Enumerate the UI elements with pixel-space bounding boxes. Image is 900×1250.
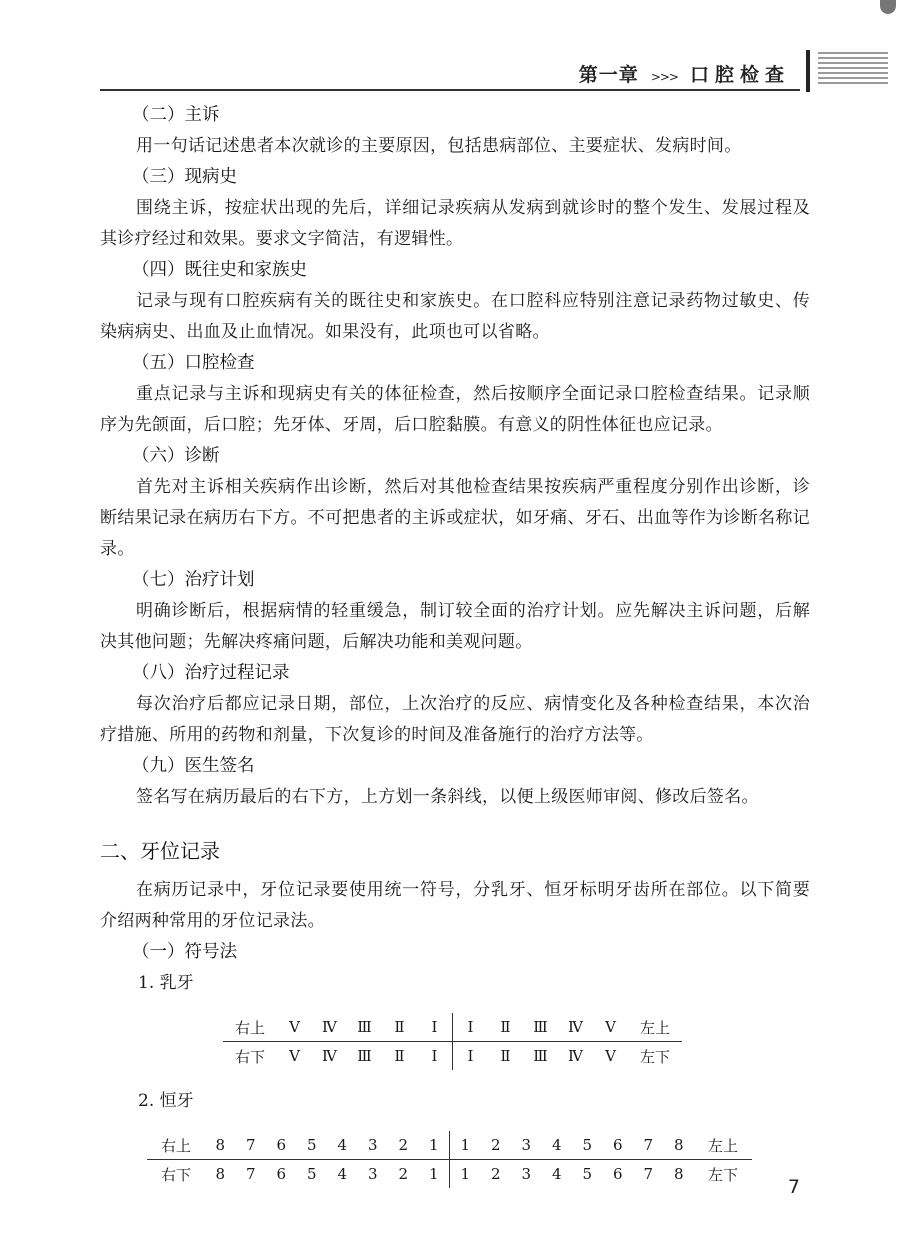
chapter-label: 第一章 [578, 64, 639, 86]
tooth-cell: Ⅰ [453, 1042, 489, 1071]
section-title: （三）现病史 [132, 167, 237, 187]
record-section [100, 751, 810, 813]
tooth-cell: Ⅰ [431, 1047, 438, 1065]
permanent-lower-right-label: 右下 [160, 1165, 191, 1184]
tooth-cell: 7 [245, 1165, 256, 1183]
tooth-cell: 3 [521, 1165, 532, 1183]
section-title: （二）主诉 [132, 105, 220, 125]
tooth-cell: 4 [337, 1165, 348, 1183]
chapter-subject: 口腔检查 [689, 64, 790, 86]
tooth-cell: 5 [297, 1131, 328, 1160]
tooth-cell: 6 [276, 1165, 287, 1183]
tooth-cell: Ⅰ [453, 1013, 489, 1042]
tooth-cell: 5 [582, 1165, 593, 1183]
permanent-upper-row [147, 1131, 752, 1160]
primary-upper-row [223, 1013, 682, 1042]
header-corner-decoration [880, 0, 896, 14]
tooth-cell: 7 [236, 1131, 267, 1160]
tooth-cell: 7 [643, 1165, 654, 1183]
tooth-cell: 2 [490, 1165, 501, 1183]
section-paragraph: 每次治疗后都应记录日期，部位，上次治疗的反应、病情变化及各种检查结果，本次治疗措施、所用的药物和剂量，下次复诊的时间及准备施行的治疗方法等。 [100, 694, 810, 745]
primary-upper-left-label: 左上 [628, 1013, 682, 1042]
permanent-teeth-label: 2. 恒牙 [138, 1091, 194, 1111]
tooth-cell: 6 [612, 1165, 623, 1183]
tooth-cell: 3 [367, 1165, 378, 1183]
primary-upper-right-label: 右上 [223, 1013, 277, 1042]
record-sections [100, 100, 810, 813]
primary-teeth-table [223, 1013, 682, 1070]
section-title: （九）医生签名 [132, 756, 255, 776]
section-paragraph: 重点记录与主诉和现病史有关的体征检查，然后按顺序全面记录口腔检查结果。记录顺序为先颌面，后口腔；先牙体、牙周，后口腔黏膜。有意义的阴性体征也应记录。 [100, 384, 810, 435]
tooth-cell: 3 [511, 1131, 542, 1160]
symbol-method-title: （一）符号法 [132, 942, 237, 962]
tooth-cell: 4 [327, 1131, 358, 1160]
section-paragraph: 签名写在病历最后的右下方，上方划一条斜线，以便上级医师审阅、修改后签名。 [136, 787, 759, 807]
record-section [100, 441, 810, 565]
tooth-cell: Ⅳ [312, 1013, 347, 1042]
section-paragraph: 明确诊断后，根据病情的轻重缓急，制订较全面的治疗计划。应先解决主诉问题，后解决其他问题；先解决疼痛问题，后解决功能和美观问题。 [100, 601, 810, 652]
tooth-cell: 4 [551, 1165, 562, 1183]
record-section [100, 658, 810, 751]
tooth-cell: 8 [205, 1131, 236, 1160]
section-heading-tooth-position: 二、牙位记录 [100, 839, 220, 863]
tooth-cell: 6 [266, 1131, 297, 1160]
record-section [100, 255, 810, 348]
page-header [100, 0, 900, 95]
primary-lower-row [223, 1042, 682, 1071]
record-section [100, 100, 810, 162]
tooth-cell: Ⅰ [417, 1013, 453, 1042]
tooth-cell: 6 [603, 1131, 634, 1160]
primary-lower-left-label: 左下 [639, 1047, 670, 1066]
permanent-lower-row [147, 1160, 752, 1189]
tooth-cell: Ⅴ [277, 1013, 312, 1042]
header-stripes-decoration [818, 52, 888, 86]
permanent-teeth-table [147, 1131, 752, 1188]
tooth-cell: 1 [450, 1160, 481, 1189]
permanent-upper-left-label: 左上 [694, 1131, 752, 1160]
tooth-cell: Ⅴ [605, 1047, 616, 1065]
section-paragraph: 用一句话记述患者本次就诊的主要原因，包括患病部位、主要症状、发病时间。 [136, 136, 742, 156]
tooth-cell: 8 [664, 1131, 695, 1160]
tooth-cell: Ⅲ [523, 1013, 558, 1042]
record-section [100, 565, 810, 658]
tooth-cell: 8 [673, 1165, 684, 1183]
section-paragraph: 围绕主诉，按症状出现的先后，详细记录疾病从发病到就诊时的整个发生、发展过程及其诊疗经过和效果。要求文字简洁，有逻辑性。 [100, 198, 810, 249]
tooth-cell: 1 [419, 1131, 450, 1160]
section-title: （五）口腔检查 [132, 353, 255, 373]
tooth-cell: Ⅴ [593, 1013, 628, 1042]
tooth-cell: 5 [572, 1131, 603, 1160]
section-title: （七）治疗计划 [132, 570, 255, 590]
tooth-cell: Ⅱ [488, 1013, 523, 1042]
tooth-cell: Ⅳ [558, 1013, 593, 1042]
section-title: （四）既往史和家族史 [132, 260, 307, 280]
tooth-cell: 5 [306, 1165, 317, 1183]
tooth-cell: 1 [428, 1165, 439, 1183]
tooth-cell: 1 [450, 1131, 481, 1160]
primary-lower-right-label: 右下 [234, 1047, 265, 1066]
section-title: （六）诊断 [132, 446, 220, 466]
page-body [100, 100, 810, 1188]
permanent-lower-left-label: 左下 [707, 1165, 738, 1184]
section-paragraph: 记录与现有口腔疾病有关的既往史和家族史。在口腔科应特别注意记录药物过敏史、传染病病史、出血及止血情况。如果没有，此项也可以省略。 [100, 291, 810, 342]
tooth-cell: Ⅳ [322, 1047, 337, 1065]
primary-teeth-label: 1. 乳牙 [138, 973, 194, 993]
tooth-cell: 3 [358, 1131, 389, 1160]
header-rule [100, 89, 800, 91]
running-title [579, 60, 790, 87]
record-section [100, 348, 810, 441]
arrows-icon: >>> [650, 70, 678, 84]
tooth-cell: Ⅲ [347, 1013, 382, 1042]
tooth-position-intro: 在病历记录中，牙位记录要使用统一符号，分乳牙、恒牙标明牙齿所在部位。以下简要介绍两种常用的牙位记录法。 [100, 880, 810, 931]
tooth-cell: Ⅱ [382, 1013, 417, 1042]
tooth-cell: Ⅲ [533, 1047, 548, 1065]
tooth-cell: Ⅳ [568, 1047, 583, 1065]
tooth-cell: 7 [633, 1131, 664, 1160]
page-number: 7 [787, 1176, 800, 1198]
section-title: （八）治疗过程记录 [132, 663, 290, 683]
section-paragraph: 首先对主诉相关疾病作出诊断，然后对其他检查结果按疾病严重程度分别作出诊断，诊断结果记录在病历右下方。不可把患者的主诉或症状，如牙痛、牙石、出血等作为诊断名称记录。 [100, 477, 810, 559]
tooth-cell: Ⅱ [394, 1047, 405, 1065]
tooth-cell: Ⅱ [500, 1047, 511, 1065]
tooth-cell: 2 [398, 1165, 409, 1183]
tooth-cell: Ⅲ [357, 1047, 372, 1065]
tooth-cell: 4 [542, 1131, 573, 1160]
header-bar-decoration [806, 50, 810, 92]
tooth-cell: 8 [215, 1165, 226, 1183]
tooth-cell: Ⅴ [289, 1047, 300, 1065]
permanent-upper-right-label: 右上 [147, 1131, 205, 1160]
record-section [100, 162, 810, 255]
tooth-cell: 2 [481, 1131, 512, 1160]
tooth-cell: 2 [388, 1131, 419, 1160]
